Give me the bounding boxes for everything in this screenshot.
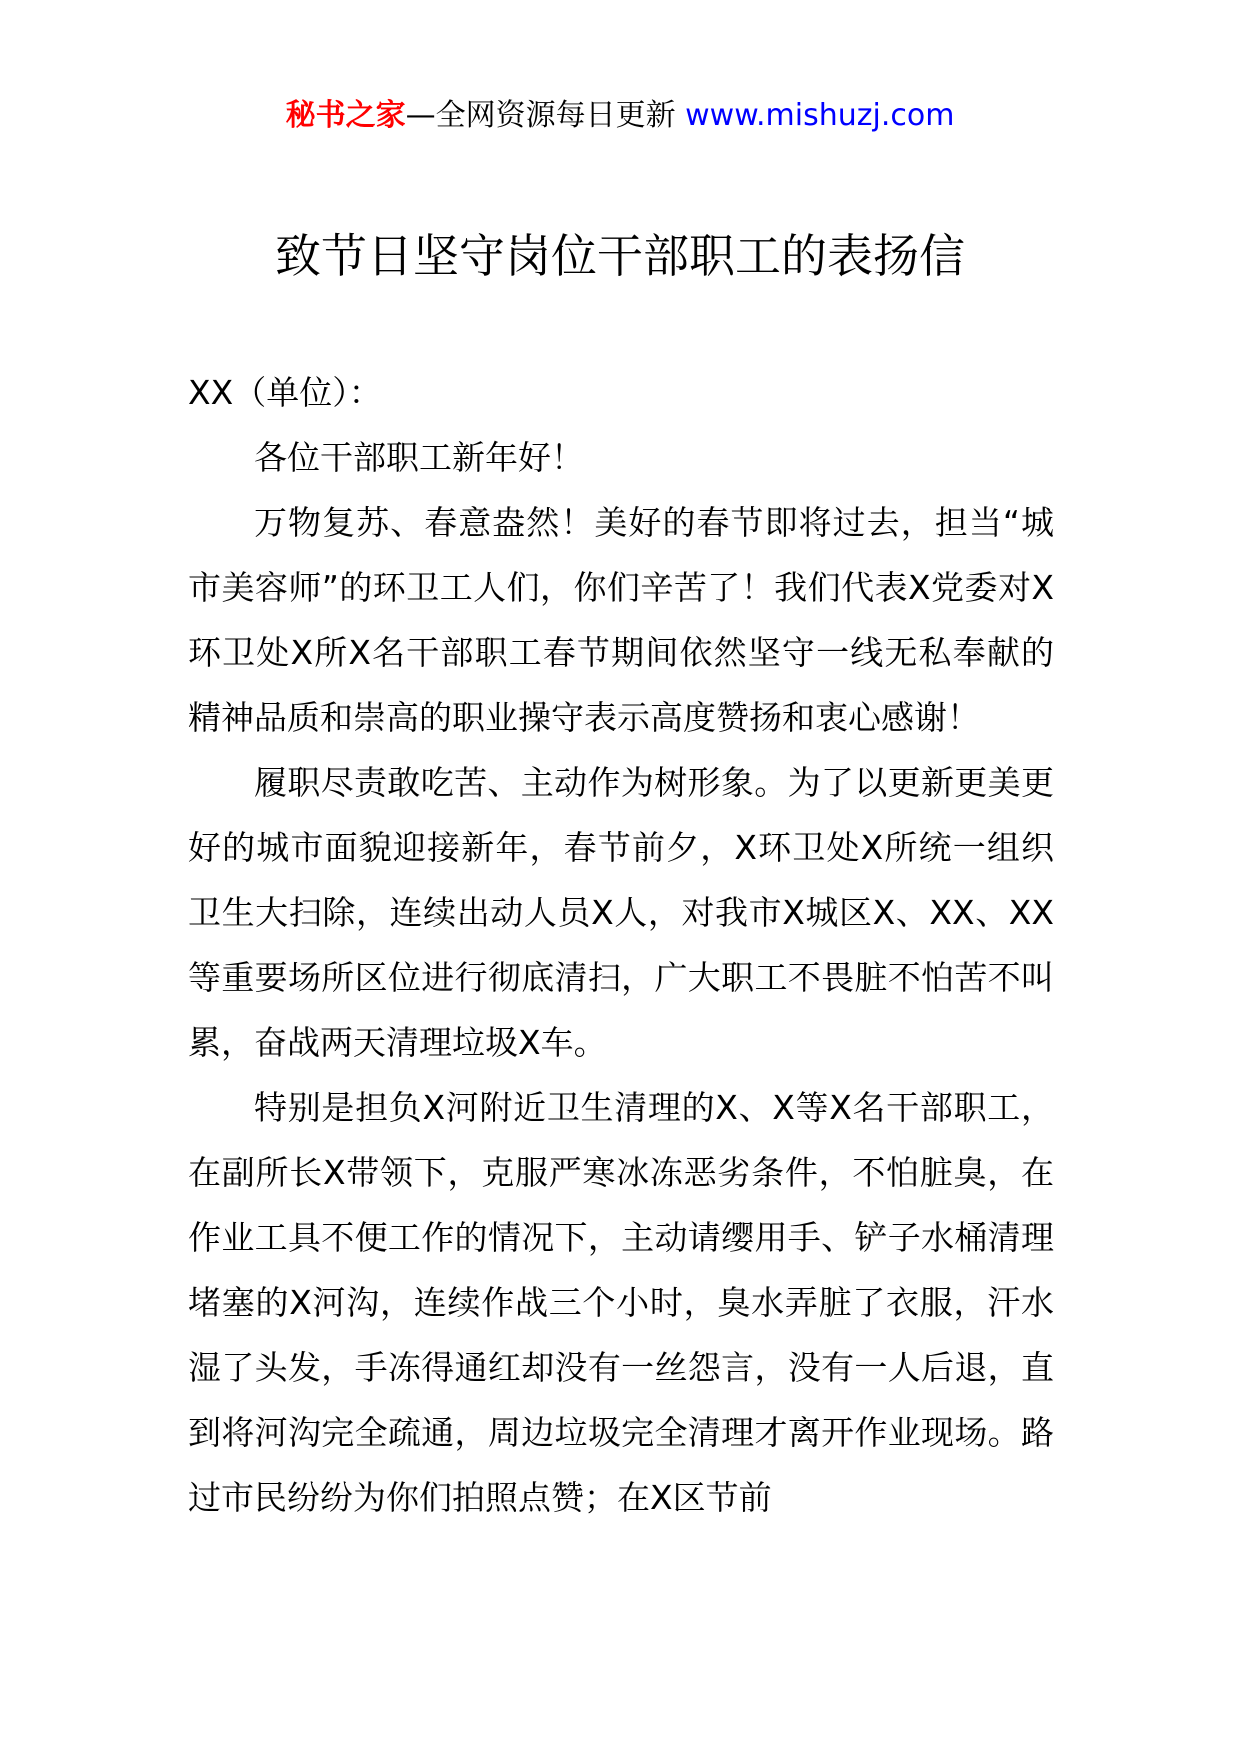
brand-name: 秘书之家	[285, 98, 406, 133]
watermark-header	[0, 96, 1240, 136]
paragraph-cleanup: 履职尽责敢吃苦、主动作为树形象。为了以更新更美更好的城市面貌迎接新年，春节前夕，X环卫处X所统一组织卫生大扫除，连续出动人员X人，对我市X城区X、XX、XX等重要场所区位进行彻底清扫，广大职工不畏脏不怕苦不叫累，奋战两天清理垃圾X车。	[188, 763, 1054, 1062]
paragraph-river-team: 特别是担负X河附近卫生清理的X、X等X名干部职工，在副所长X带领下，克服严寒冰冻恶劣条件，不怕脏臭，在作业工具不便工作的情况下，主动请缨用手、铲子水桶清理堵塞的X河沟，连续作战三个小时，臭水弄脏了衣服，汗水湿了头发，手冻得通红却没有一丝怨言，没有一人后退，直到将河沟完全疏通，周边垃圾完全清理才离开作业现场。路过市民纷纷为你们拍照点赞；在X区节前	[188, 1088, 1054, 1517]
salutation: XX（单位）：	[188, 373, 382, 412]
letter-body	[188, 360, 1054, 1530]
paragraph-thanks: 万物复苏、春意盎然！美好的春节即将过去，担当“城市美容师”的环卫工人们，你们辛苦了！我们代表X党委对X环卫处X所X名干部职工春节期间依然坚守一线无私奉献的精神品质和崇高的职业操守表示高度赞扬和衷心感谢！	[188, 503, 1054, 737]
document-title: 致节日坚守岗位干部职工的表扬信	[275, 229, 965, 283]
paragraph-greeting: 各位干部职工新年好！	[254, 438, 584, 477]
brand-slogan: —全网资源每日更新	[405, 98, 676, 133]
website-link[interactable]: www.mishuzj.com	[685, 98, 955, 133]
